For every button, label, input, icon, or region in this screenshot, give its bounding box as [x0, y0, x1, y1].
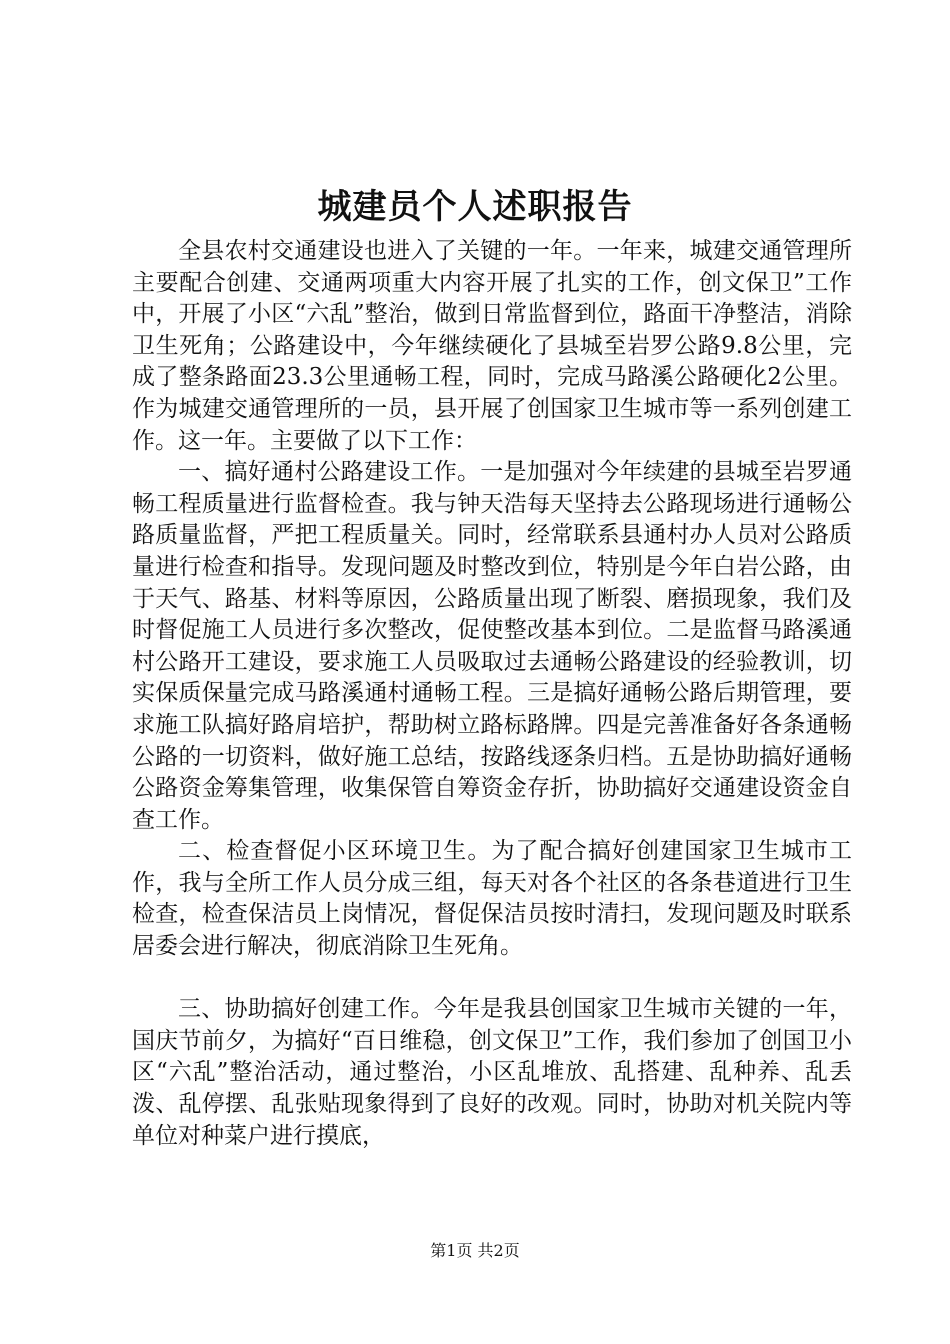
document-title: 城建员个人述职报告 [317, 187, 633, 227]
document-body [132, 236, 852, 1152]
paragraph-intro: 全县农村交通建设也进入了关键的一年。一年来，城建交通管理所主要配合创建、交通两项重大内容开展了扎实的工作，创文保卫”工作中，开展了小区“六乱”整治，做到日常监督到位，路面干净整洁，消除卫生死角；公路建设中，今年继续硬化了县城至岩罗公路9.8公里，完成了整条路面23.3公里通畅工程，同时，完成马路溪公路硬化2公里。作为城建交通管理所的一员，县开展了创国家卫生城市等一系列创建工作。这一年。主要做了以下工作： [132, 238, 852, 454]
paragraph-section-2: 二、检查督促小区环境卫生。为了配合搞好创建国家卫生城市工作，我与全所工作人员分成三组，每天对各个社区的各条巷道进行卫生检查，检查保洁员上岗情况，督促保洁员按时清扫，发现问题及时联系居委会进行解决，彻底消除卫生死角。 [132, 838, 852, 960]
page-footer: 第1页 共2页 [430, 1241, 520, 1260]
paragraph-section-3: 三、协助搞好创建工作。今年是我县创国家卫生城市关键的一年，国庆节前夕，为搞好“百日维稳，创文保卫”工作，我们参加了创国卫小区“六乱”整治活动，通过整治，小区乱堆放、乱搭建、乱种养、乱丢泼、乱停摆、乱张贴现象得到了良好的改观。同时，协助对机关院内等单位对种菜户进行摸底， [132, 996, 852, 1149]
paragraph-section-1: 一、搞好通村公路建设工作。一是加强对今年续建的县城至岩罗通畅工程质量进行监督检查。我与钟天浩每天坚持去公路现场进行通畅公路质量监督，严把工程质量关。同时，经常联系县通村办人员对公路质量进行检查和指导。发现问题及时整改到位，特别是今年白岩公路，由于天气、路基、材料等原因，公路质量出现了断裂、磨损现象，我们及时督促施工人员进行多次整改，促使整改基本到位。二是监督马路溪通村公路开工建设，要求施工人员吸取过去通畅公路建设的经验教训，切实保质保量完成马路溪通村通畅工程。三是搞好通畅公路后期管理，要求施工队搞好路肩培护，帮助树立路标路牌。四是完善准备好各条通畅公路的一切资料，做好施工总结，按路线逐条归档。五是协助搞好通畅公路资金筹集管理，收集保管自筹资金存折，协助搞好交通建设资金自查工作。 [132, 459, 852, 833]
